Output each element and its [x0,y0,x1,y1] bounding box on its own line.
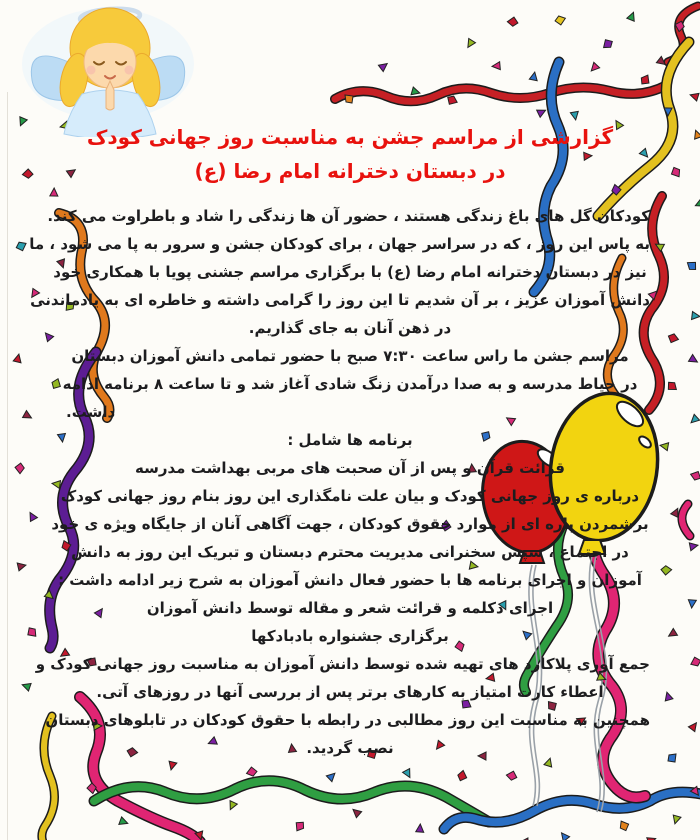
report-line: به پاس این روز ، که در سراسر جهان ، برای کودکان جشن و سرور به پا می شود ، ما [29,235,650,253]
streamer-red-top [335,85,667,101]
confetti-piece [627,11,637,21]
confetti-piece [23,411,34,422]
report-line: اجرای دکلمه و قرائت شعر و مقاله توسط دانش آموزان [146,599,554,617]
report-line: در اجتماع ، سپس سخنرانی مدیریت محترم دبستان و تبریک این روز به دانش [71,543,629,561]
confetti-piece [492,62,501,71]
confetti-piece [671,815,681,825]
confetti-piece [416,824,425,833]
report-line: آموزان و اجرای برنامه ها با حضور فعال دانش آموزان به شرح زیر ادامه داشت : [58,571,642,589]
confetti-piece [22,168,33,179]
confetti-piece [529,71,538,80]
confetti-piece [14,462,25,473]
report-line: در حیاط مدرسه و به صدا درآمدن زنگ شادی آغاز شد و تا ساعت ۸ برنامه ادامه [62,375,638,393]
streamer-blue-bottom-right [444,792,700,829]
report-title-line2: در دبستان دخترانه امام رضا (ع) [194,159,506,183]
confetti-piece [378,60,389,71]
confetti-piece [668,382,677,391]
angel-illustration [18,2,198,137]
confetti-piece [16,241,26,251]
report-line: دانش آموزان عزیز ، بر آن شدیم تا این روز را گرامی داشته و خاطره ای به یادماندنی [30,291,650,309]
report-line: کودکان گل های باغ زندگی هستند ، حضور آن ها زندگی را شاد و باطراوت می کند. [47,207,650,225]
confetti-piece [688,600,697,609]
confetti-piece [692,312,700,321]
report-line: داشت. [66,403,116,421]
report-title-line1: گزارشی از مراسم جشن به مناسبت روز جهانی کودک [86,125,614,149]
confetti-piece [506,770,517,781]
confetti-piece [167,761,177,771]
confetti-piece [558,830,569,840]
confetti-piece [119,817,129,827]
report-line: درباره ی روز جهانی کودک و بیان علت نامگذاری این روز بنام روز جهانی کودک [60,487,640,505]
confetti-piece [694,199,700,210]
confetti-piece [660,564,671,575]
confetti-piece [295,821,304,830]
confetti-piece [27,511,38,522]
confetti-piece [247,767,258,778]
report-text [29,120,650,762]
report-line: نصب گردید. [306,739,394,757]
confetti-piece [28,628,36,636]
report-line: برگزاری جشنواره بادبادکها [251,627,449,645]
confetti-piece [663,691,673,701]
confetti-piece [17,561,27,571]
confetti-piece [688,414,699,425]
confetti-piece [640,75,650,85]
report-body [29,202,650,762]
confetti-piece [464,38,475,49]
confetti-piece [604,40,613,49]
confetti-piece [507,16,518,27]
confetti-piece [688,720,699,731]
confetti-piece [659,441,668,450]
report-line: مراسم جشن ما راس ساعت ۷:۳۰ صبح با حضور تمامی دانش آموزان دبستان [71,347,629,365]
confetti-piece [13,353,23,363]
report-line: برنامه ها شامل : [287,431,413,449]
confetti-piece [350,806,361,817]
confetti-piece [403,769,414,780]
confetti-piece [619,821,629,831]
confetti-piece [647,835,657,840]
confetti-piece [345,95,353,103]
report-line: اعطاء کارت امتیاز به کارهای برتر پس از بررسی آنها در روزهای آتی. [96,683,604,701]
confetti-piece [671,167,680,176]
confetti-piece [691,657,700,667]
confetti-piece [555,15,566,26]
report-line: برشمردن پاره ای از موارد حقوق کودکان ، جهت آگاهی آنان از جایگاه ویژه ی خود [51,515,649,533]
confetti-piece [689,91,699,101]
confetti-piece [689,541,698,550]
confetti-piece [537,107,548,118]
confetti-piece [326,770,337,781]
confetti-piece [21,681,31,691]
confetti-piece [588,62,599,73]
confetti-piece [687,261,696,270]
confetti-piece [456,770,467,781]
report-line: در ذهن آنان به جای گذاریم. [248,319,452,337]
confetti-piece [692,129,700,139]
confetti-piece [227,801,238,812]
confetti-piece [447,95,457,105]
confetti-piece [689,355,700,366]
confetti-piece [691,471,700,482]
confetti-piece [668,754,676,762]
confetti-piece [411,87,421,97]
report-line: نیز در دبستان دخترانه امام رضا (ع) با برگزاری مراسم جشنی پویا با همکاری خود [53,263,647,281]
report-line: جمع آوری پلاکارد های تهیه شده توسط دانش آموزان به مناسبت روز جهانی کودک و [35,655,650,673]
confetti-piece [668,333,679,344]
confetti-piece [666,628,677,639]
report-line: همچنین به مناسبت این روز مطالبی در رابطه با حقوق کودکان در تابلوهای دبستان [45,711,650,729]
report-line: قرائت قرآن و پس از آن صحبت های مربی بهداشت مدرسه [135,459,565,477]
